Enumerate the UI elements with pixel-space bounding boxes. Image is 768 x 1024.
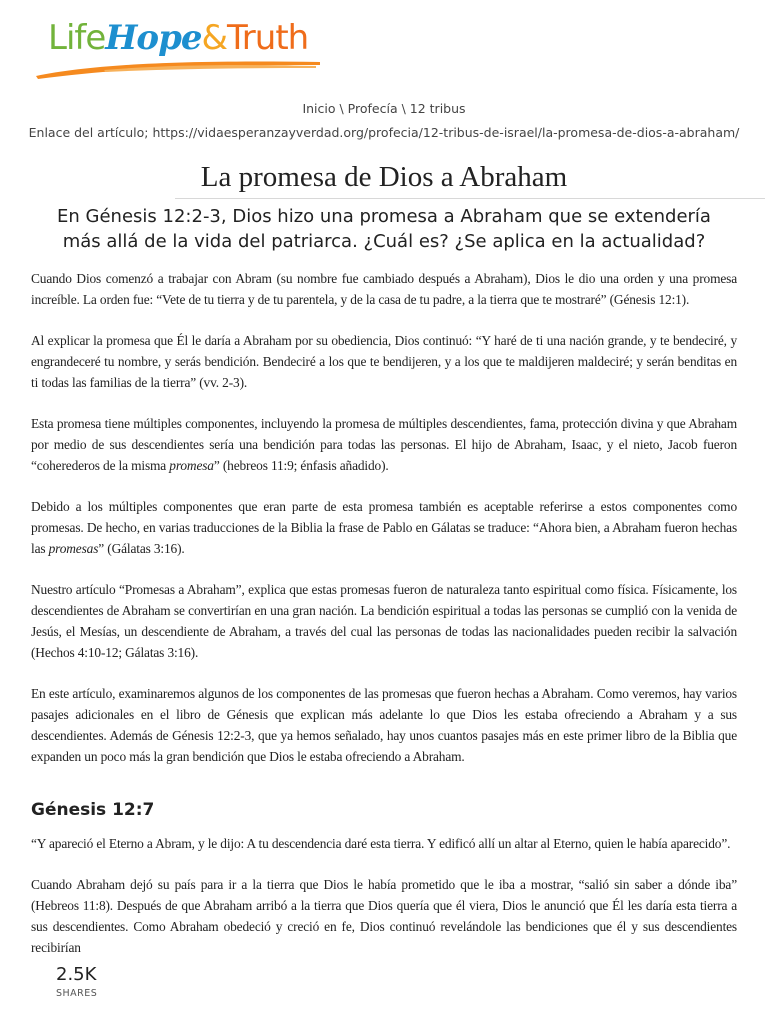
share-counter[interactable] xyxy=(56,964,116,1004)
paragraph-text: Debido a los múltiples componentes que eran parte de esta promesa también es aceptable referirse a estos componentes como promesas. De hecho, en varias traducciones de la Biblia la frase de Pablo en Gálatas se traduce: “Ahora bien, a Abraham fueron hechas las xyxy=(31,499,737,556)
paragraph xyxy=(31,413,737,476)
paragraph-text: ” (hebreos 11:9; énfasis añadido). xyxy=(213,458,389,473)
paragraph-text: Esta promesa tiene múltiples componentes, incluyendo la promesa de múltiples descendientes, fama, protección divina y que Abraham por medio de sus descendientes sería una bendición para todas las personas. El hijo de Abraham, Isaac, y el nieto, Jacob fueron “coherederos de la misma xyxy=(31,416,737,473)
site-logo[interactable] xyxy=(34,16,324,80)
logo-swoosh-icon xyxy=(34,54,324,80)
paragraph: Cuando Abraham dejó su país para ir a la tierra que Dios le había prometido que le iba a mostrar, “salió sin saber a dónde iba” (Hebreos 11:8). Después de que Abraham arribó a la tierra que Dios quería que él viera, Dios le anunció que Él les daría esta tierra a sus descendientes. Como Abraham obedeció y creció en fe, Dios continuó revelándole las bendiciones que él y sus descendientes recibirían xyxy=(31,877,737,955)
title-divider xyxy=(175,198,765,199)
logo-amp: & xyxy=(201,18,228,58)
logo-hope: Hope xyxy=(105,18,202,58)
article-title: La promesa de Dios a Abraham xyxy=(200,161,568,193)
logo-life: Life xyxy=(48,18,106,58)
paragraph: “Y apareció el Eterno a Abram, y le dijo: A tu descendencia daré esta tierra. Y edificó allí un altar al Eterno, quien le había aparecido”. xyxy=(31,836,731,851)
section-heading: Génesis 12:7 xyxy=(31,800,155,820)
logo-truth: Truth xyxy=(227,18,309,58)
paragraph: Al explicar la promesa que Él le daría a Abraham por su obediencia, Dios continuó: “Y haré de ti una nación grande, y te bendeciré, y engrandeceré tu nombre, y serás bendición. Bendeciré a los que te bendijeren, y a los que te maldijeren maldeciré; y serán benditas en ti todas las familias de la tierra” (vv. 2-3). xyxy=(31,333,737,390)
logo-wordmark xyxy=(48,18,308,58)
article-link[interactable]: Enlace del artículo; https://vidaesperanzayverdad.org/profecia/12-tribus-de-israel/la-promesa-de-dios-a-abraham/ xyxy=(28,125,740,140)
paragraph: Nuestro artículo “Promesas a Abraham”, explica que estas promesas fueron de naturaleza tanto espiritual como física. Físicamente, los descendientes de Abraham se convertirían en una gran nación. La bendición espiritual a todas las personas se cumplió con la venida de Jesús, el Mesías, un descendiente de Abraham, a través del cual las personas de todas las nacionalidades pueden recibir la salvación (Hechos 4:10-12; Gálatas 3:16). xyxy=(31,582,737,660)
paragraph: En este artículo, examinaremos algunos de los componentes de las promesas que fueron hechas a Abraham. Como veremos, hay varios pasajes adicionales en el libro de Génesis que explican más adelante lo que Dios les estaba ofreciendo a Abraham y a sus descendientes. Además de Génesis 12:2-3, que ya hemos señalado, hay unos cuantos pasajes más en este primer libro de la Biblia que expanden un poco más la gran bendición que Dios le estaba ofreciendo a Abraham. xyxy=(31,686,737,764)
paragraph xyxy=(31,496,737,559)
share-label: SHARES xyxy=(56,988,98,999)
share-count: 2.5K xyxy=(56,964,97,985)
emphasis-text: promesas xyxy=(48,541,99,556)
paragraph-text: ” (Gálatas 3:16). xyxy=(98,541,185,556)
article-subtitle: En Génesis 12:2-3, Dios hizo una promesa a Abraham que se extendería más allá de la vida del patriarca. ¿Cuál es? ¿Se aplica en la actualidad? xyxy=(57,206,711,252)
paragraph: Cuando Dios comenzó a trabajar con Abram (su nombre fue cambiado después a Abraham), Dios le dio una orden y una promesa increíble. La orden fue: “Vete de tu tierra y de tu parentela, y de la casa de tu padre, a la tierra que te mostraré” (Génesis 12:1). xyxy=(31,271,737,307)
breadcrumb[interactable]: Inicio \ Profecía \ 12 tribus xyxy=(302,101,466,116)
emphasis-text: promesa xyxy=(169,458,214,473)
article-body xyxy=(31,268,737,958)
